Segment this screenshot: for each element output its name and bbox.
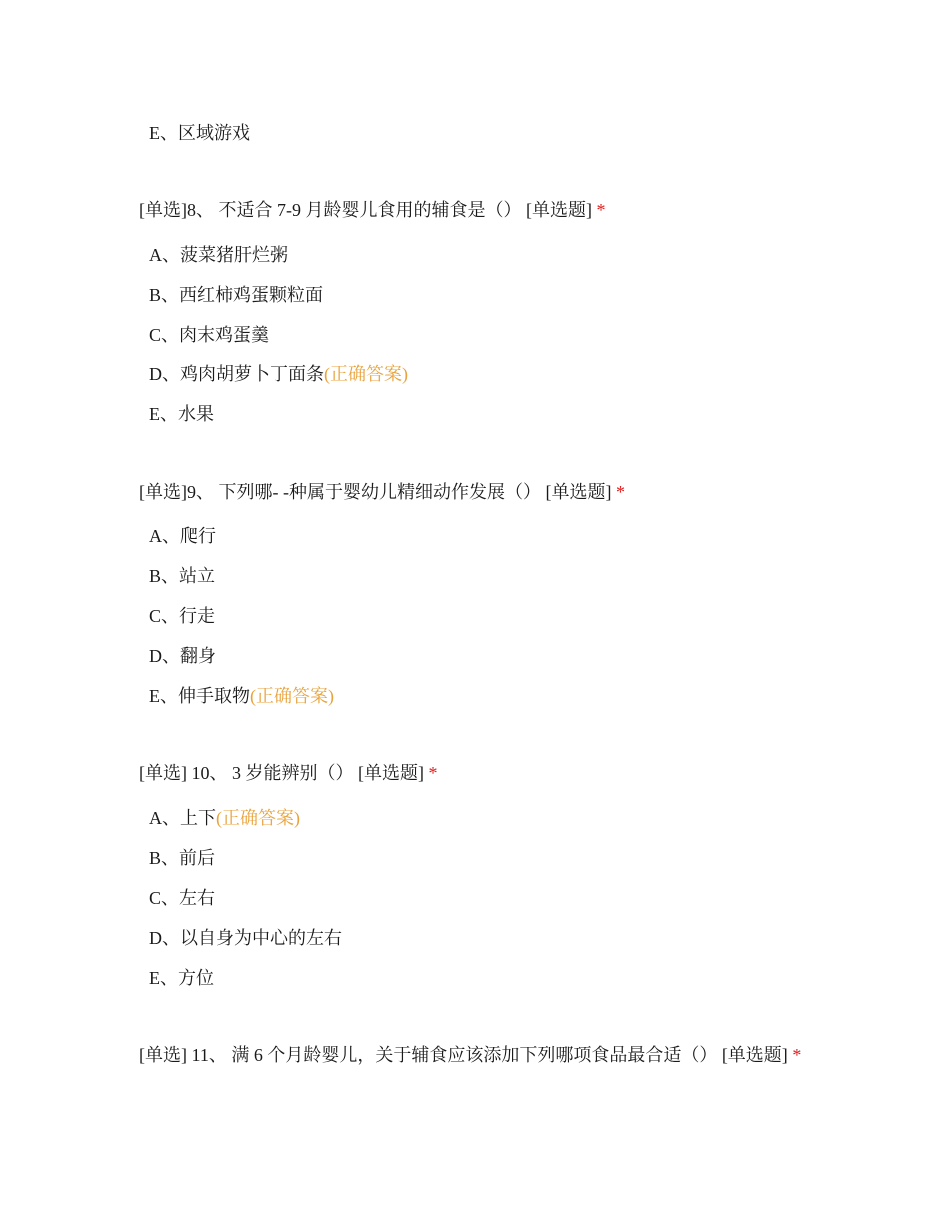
q8-option-e (149, 402, 214, 426)
question-text: [单选] 11、 满 6 个月龄婴儿，关于辅食应该添加下列哪项食品最合适（） [单选题] (139, 1045, 788, 1065)
question-11-title (139, 1039, 829, 1071)
option-label: E、方位 (149, 968, 214, 988)
required-asterisk: * (428, 763, 438, 783)
option-label: D、鸡肉胡萝卜丁面条 (149, 364, 324, 384)
option-label: A、爬行 (149, 526, 216, 546)
option-label: D、翻身 (149, 646, 216, 666)
q9-option-d (149, 644, 216, 668)
q10-option-c (149, 886, 215, 910)
required-asterisk: * (792, 1045, 802, 1065)
q9-option-e (149, 684, 334, 708)
q9-option-a (149, 524, 216, 548)
required-asterisk: * (615, 482, 625, 502)
q10-option-d (149, 926, 342, 950)
option-label: E、区域游戏 (149, 123, 250, 143)
question-text: [单选] 10、 3 岁能辨别（） [单选题] (139, 763, 424, 783)
q8-option-d (149, 362, 408, 386)
option-label: E、伸手取物 (149, 686, 250, 706)
correct-answer-tag: (正确答案) (250, 686, 334, 706)
question-9-title (139, 476, 829, 508)
question-8-title (139, 194, 829, 226)
q8-option-a (149, 243, 288, 267)
option-label: C、行走 (149, 606, 216, 626)
q10-option-b (149, 846, 215, 870)
q9-option-b (149, 564, 215, 588)
q8-option-c (149, 323, 269, 347)
question-10-title (139, 757, 829, 789)
option-label: B、前后 (149, 848, 216, 868)
q9-option-c (149, 604, 215, 628)
option-label: D、以自身为中心的左右 (149, 928, 342, 948)
option-label: C、左右 (149, 888, 216, 908)
q7-option-e (149, 121, 250, 145)
option-label: E、水果 (149, 404, 214, 424)
q8-option-b (149, 283, 323, 307)
required-asterisk: * (596, 200, 606, 220)
correct-answer-tag: (正确答案) (324, 364, 408, 384)
q10-option-a (149, 806, 300, 830)
question-text: [单选]8、 不适合 7-9 月龄婴儿食用的辅食是（） [单选题] (139, 200, 592, 220)
q10-option-e (149, 966, 214, 990)
option-label: C、肉末鸡蛋羹 (149, 325, 270, 345)
option-label: B、西红柿鸡蛋颗粒面 (149, 285, 324, 305)
option-label: A、菠菜猪肝烂粥 (149, 245, 288, 265)
option-label: B、站立 (149, 566, 216, 586)
option-label: A、上下 (149, 808, 216, 828)
correct-answer-tag: (正确答案) (216, 808, 300, 828)
question-text: [单选]9、 下列哪- -种属于婴幼儿精细动作发展（） [单选题] (139, 482, 612, 502)
